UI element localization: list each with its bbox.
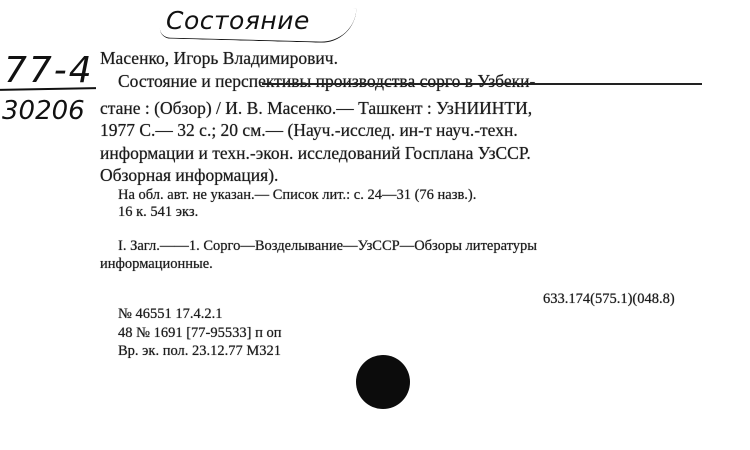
registry-line: 48 № 1691 [77-95533] п оп [118,325,282,341]
title-underline [160,3,357,43]
udc-classification: 633.174(575.1)(048.8) [543,291,675,307]
registry-line: № 46551 17.4.2.1 [118,306,223,322]
description-line: Обзорная информация). [100,165,279,185]
notes-line: На обл. авт. не указан.— Список лит.: с. 24—31 (76 назв.). [118,187,477,203]
description-line: стане : (Обзор) / И. В. Масенко.— Ташкент : УзНИИНТИ, [100,98,533,118]
subject-line: I. Загл.——1. Сорго—Возделывание—УзССР—Обзоры литературы [118,238,538,254]
author-line: Масенко, Игорь Владимирович. [100,48,338,68]
punch-hole [356,355,410,409]
description-line: Состояние и перспективы производства сорго в Узбеки- [118,71,536,91]
strikethrough-line [262,83,702,85]
subject-line: информационные. [100,256,213,272]
description-line: информации и техн.-экон. исследований Госплана УзССР. [100,143,531,163]
notes-line: 16 к. 541 экз. [118,204,199,220]
inventory-number: 30206 [2,96,85,126]
call-number: 77-4 [4,50,94,91]
handwritten-title: Состояние [166,6,310,35]
registry-line: Вр. эк. пол. 23.12.77 М321 [118,343,282,359]
description-line: 1977 С.— 32 с.; 20 см.— (Науч.-исслед. ин-т науч.-техн. [100,120,518,140]
